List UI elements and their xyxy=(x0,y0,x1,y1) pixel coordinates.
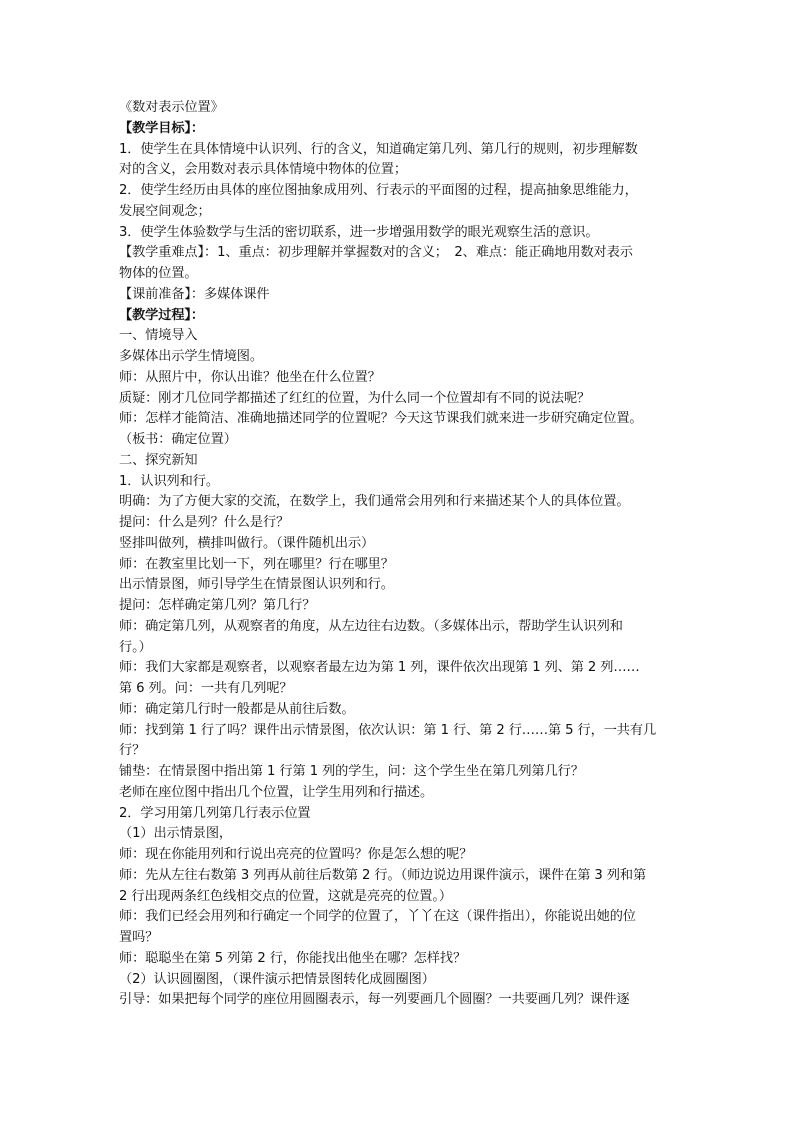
section-heading-objectives: 【教学目标】： xyxy=(119,120,205,136)
text-line: 2 行出现两条红色线相交点的位置，这就是亮亮的位置。） xyxy=(119,888,452,904)
subsection-heading: 一、情境导入 xyxy=(119,328,198,344)
text-line: 提问：什么是列？什么是行？ xyxy=(119,515,290,530)
text-line: 对的含义，会用数对表示具体情境中物体的位置； xyxy=(119,162,407,178)
text-line: 行？ xyxy=(119,743,146,759)
section-heading-process: 【教学过程】： xyxy=(119,307,205,323)
text-line: 明确：为了方便大家的交流，在数学上，我们通常会用列和行来描述某个人的具体位置。 xyxy=(119,494,630,510)
text-line: 师：确定第几行时一般都是从前往后数。 xyxy=(119,701,355,717)
text-line: 2．使学生经历由具体的座位图抽象成用列、行表示的平面图的过程，提高抽象思维能力， xyxy=(119,183,638,198)
text-line: 竖排叫做列，横排叫做行。（课件随机出示） xyxy=(119,535,375,551)
text-line: 行。） xyxy=(119,639,152,655)
text-line: 铺垫：在情景图中指出第 1 行第 1 列的学生，问：这个学生坐在第几列第几行？ xyxy=(119,764,584,779)
text-line: 置吗？ xyxy=(119,930,159,945)
text-line: 师：现在你能用列和行说出亮亮的位置吗？你是怎么想的呢？ xyxy=(119,847,473,862)
text-line: 师：我们大家都是观察者，以观察者最左边为第 1 列，课件依次出现第 1 列、第 2 列…… xyxy=(119,660,640,676)
text-line: 物体的位置。 xyxy=(119,266,198,281)
text-line: 师：从照片中，你认出谁？他坐在什么位置？ xyxy=(119,369,381,385)
section-heading-preparation: 【课前准备】：多媒体课件 xyxy=(119,286,270,302)
text-line: 师：我们已经会用列和行确定一个同学的位置了，丫丫在这（课件指出），你能说出她的位 xyxy=(119,909,636,925)
text-line: 多媒体出示学生情境图。 xyxy=(119,349,263,364)
text-line: （1）出示情景图， xyxy=(119,826,232,842)
text-line: 师：找到第 1 行了吗？课件出示情景图，依次认识：第 1 行、第 2 行……第 5 行，一共有几 xyxy=(119,722,657,738)
lesson-plan-body xyxy=(119,98,679,1011)
text-line: 师：在教室里比划一下，列在哪里？行在哪里？ xyxy=(119,556,394,572)
section-heading-key-points: 【教学重难点】：1、重点：初步理解并掌握数对的含义； 2、难点：能正确地用数对表示 xyxy=(119,245,633,261)
text-line: 师：怎样才能简洁、准确地描述同学的位置呢？今天这节课我们就来进一步研究确定位置。 xyxy=(119,411,643,427)
text-line: 2．学习用第几列第几行表示位置 xyxy=(119,805,311,821)
text-line: 出示情景图，师引导学生在情景图认识列和行。 xyxy=(119,577,394,593)
text-line: 引导：如果把每个同学的座位用圆圈表示，每一列要画几个圆圈？一共要画几列？课件逐 xyxy=(119,992,630,1008)
text-line: 师：先从左往右数第 3 列再从前往后数第 2 行。（师边说边用课件演示，课件在第 3 列和第 xyxy=(119,867,647,883)
text-line: 3．使学生体验数学与生活的密切联系，进一步增强用数学的眼光观察生活的意识。 xyxy=(119,224,599,240)
text-line: 发展空间观念； xyxy=(119,203,211,219)
document-title: 《数对表示位置》 xyxy=(119,100,224,115)
subsection-heading: 二、探究新知 xyxy=(119,452,198,468)
text-line: 师：确定第几列，从观察者的角度，从左边往右边数。（多媒体出示，帮助学生认识列和 xyxy=(119,618,623,634)
text-line: 质疑：刚才几位同学都描述了红红的位置，为什么同一个位置却有不同的说法呢？ xyxy=(119,390,591,406)
text-line: 老师在座位图中指出几个位置，让学生用列和行描述。 xyxy=(119,784,434,800)
text-line: （板书：确定位置） xyxy=(119,432,237,447)
text-line: 师：聪聪坐在第 5 列第 2 行，你能找出他坐在哪？怎样找？ xyxy=(119,950,467,966)
text-line: （2）认识圆圈图，（课件演示把情景图转化成圆圈图） xyxy=(119,971,435,987)
text-line: 1．使学生在具体情境中认识列、行的含义，知道确定第几列、第几行的规则，初步理解数 xyxy=(119,141,638,157)
text-line: 第 6 列。问：一共有几列呢？ xyxy=(119,681,293,696)
text-line: 提问：怎样确定第几列？第几行？ xyxy=(119,598,316,613)
text-line: 1．认识列和行。 xyxy=(119,473,219,489)
